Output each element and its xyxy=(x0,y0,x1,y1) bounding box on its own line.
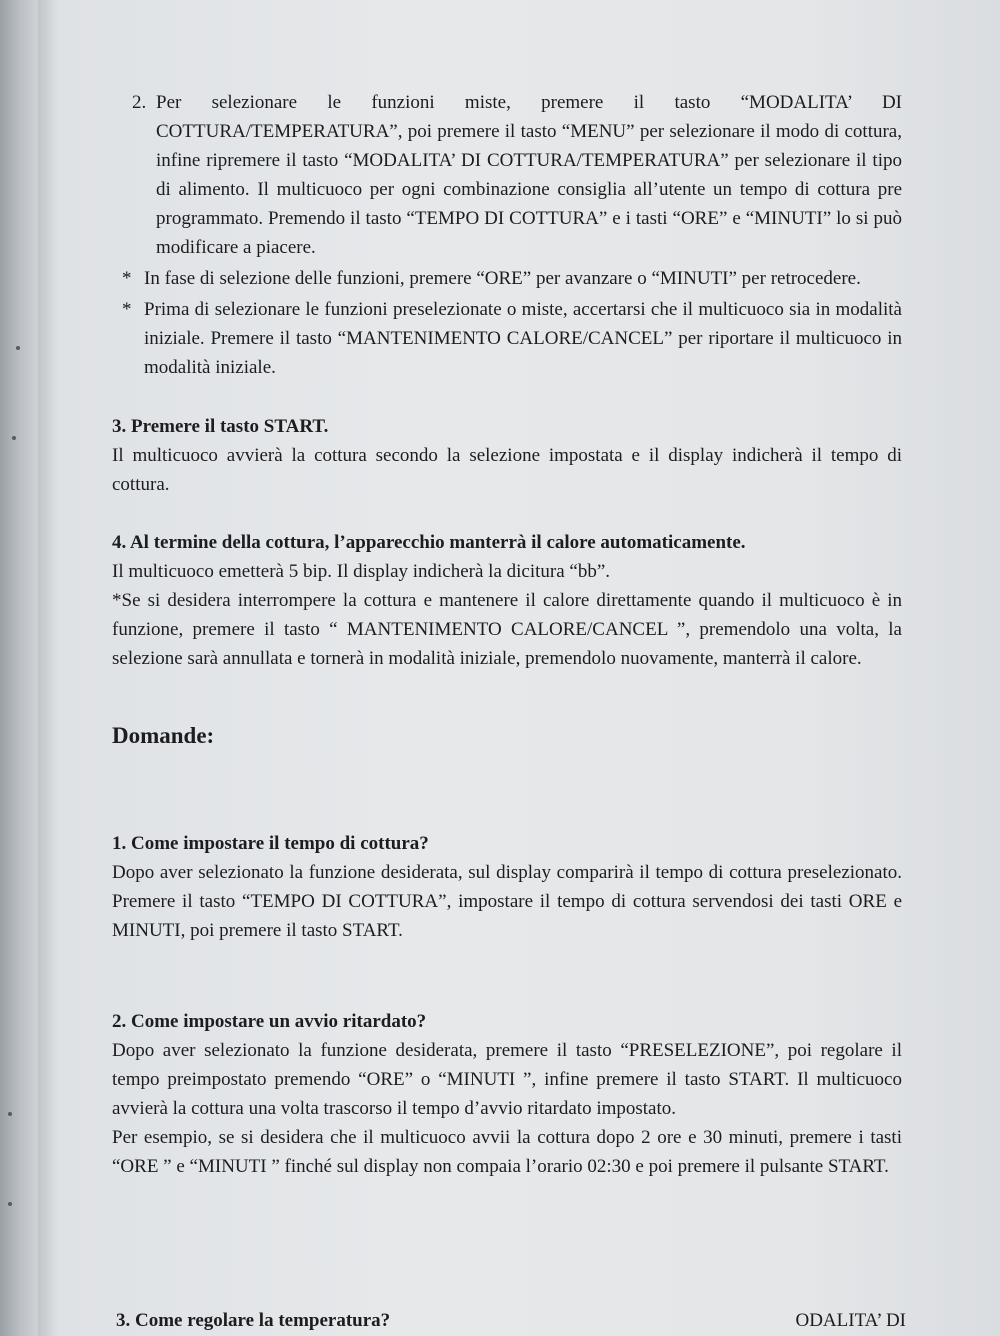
step-3 xyxy=(112,412,902,499)
note-text: In fase di selezione delle funzioni, premere “ORE” per avanzare o “MINUTI” per retrocedere. xyxy=(144,268,861,289)
faq-item xyxy=(112,829,902,945)
step-text: Per selezionare le funzioni miste, premere il tasto “MODALITA’ DI COTTURA/TEMPERATURA”, poi premere il tasto “MENU” per selezionare il modo di cottura, infine ripremere il tasto “MODALITA’ DI COTTURA/TEMPERATURA” per selezionare il tipo di alimento. Il multicuoco per ogni combinazione consiglia all’utente un tempo di cottura pre programmato. Premendo il tasto “TEMPO DI COTTURA” e i tasti “ORE” e “MINUTI” lo si può modificare a piacere. xyxy=(156,92,902,258)
step-note: *Se si desidera interrompere la cottura e mantenere il calore direttamente quando il multicuoco è in funzione, premere il tasto “ MANTENIMENTO CALORE/CANCEL ”, premendolo una volta, la selezione sarà annullata e tornerà in modalità iniziale, premendolo nuovamente, manterrà il calore. xyxy=(112,590,902,669)
faq-question: 3. Come regolare la temperatura? xyxy=(116,1310,391,1331)
step-number: 2. xyxy=(132,92,147,113)
faq-example: Per esempio, se si desidera che il multicuoco avvii la cottura dopo 2 ore e 30 minuti, premere i tasti “ORE ” e “MINUTI ” finché sul display non compaia l’orario 02:30 e poi premere il pulsante START. xyxy=(112,1127,902,1177)
binding-mark xyxy=(12,436,16,440)
book-spine xyxy=(0,0,38,1336)
note-text: Prima di selezionare le funzioni preselezionate o miste, accertarsi che il multicuoco sia in modalità iniziale. Premere il tasto “MANTENIMENTO CALORE/CANCEL” per riportare il multicuoco in modalità iniziale. xyxy=(144,299,902,378)
section-title: Domande: xyxy=(112,723,215,748)
page-content xyxy=(112,88,902,1181)
cutoff-text-fragment: ODALITA’ DI xyxy=(795,1310,906,1331)
step-heading: 4. Al termine della cottura, l’apparecchio manterrà il calore automaticamente. xyxy=(112,532,746,553)
note-symbol: * xyxy=(122,299,132,320)
note-item xyxy=(122,264,902,293)
step-heading: 3. Premere il tasto START. xyxy=(112,416,329,437)
page-fold-shadow xyxy=(38,0,58,1336)
faq-answer: Dopo aver selezionato la funzione desiderata, sul display comparirà il tempo di cottura preselezionato. Premere il tasto “TEMPO DI COTTURA”, impostare il tempo di cottura servendosi dei tasti ORE e MINUTI, poi premere il tasto START. xyxy=(112,862,902,941)
faq-question: 2. Come impostare un avvio ritardato? xyxy=(112,1011,427,1032)
faq-item xyxy=(112,1007,902,1181)
faq-answer: Dopo aver selezionato la funzione desiderata, premere il tasto “PRESELEZIONE”, poi regolare il tempo preimpostato premendo “ORE” o “MINUTI ”, infine premere il tasto START. Il multicuoco avvierà la cottura una volta trascorso il tempo d’avvio ritardato impostato. xyxy=(112,1040,902,1119)
faq-section xyxy=(112,721,902,1181)
step-2 xyxy=(132,88,902,262)
note-item xyxy=(122,295,902,382)
note-symbol: * xyxy=(122,268,132,289)
binding-mark xyxy=(8,1112,12,1116)
binding-mark xyxy=(16,346,20,350)
faq-item-partial xyxy=(116,1306,906,1336)
step-text: Il multicuoco avvierà la cottura secondo la selezione impostata e il display indicherà il tempo di cottura. xyxy=(112,445,902,495)
step-text: Il multicuoco emetterà 5 bip. Il display indicherà la dicitura “bb”. xyxy=(112,561,611,582)
faq-question: 1. Come impostare il tempo di cottura? xyxy=(112,833,429,854)
binding-mark xyxy=(8,1202,12,1206)
step-4 xyxy=(112,528,902,673)
